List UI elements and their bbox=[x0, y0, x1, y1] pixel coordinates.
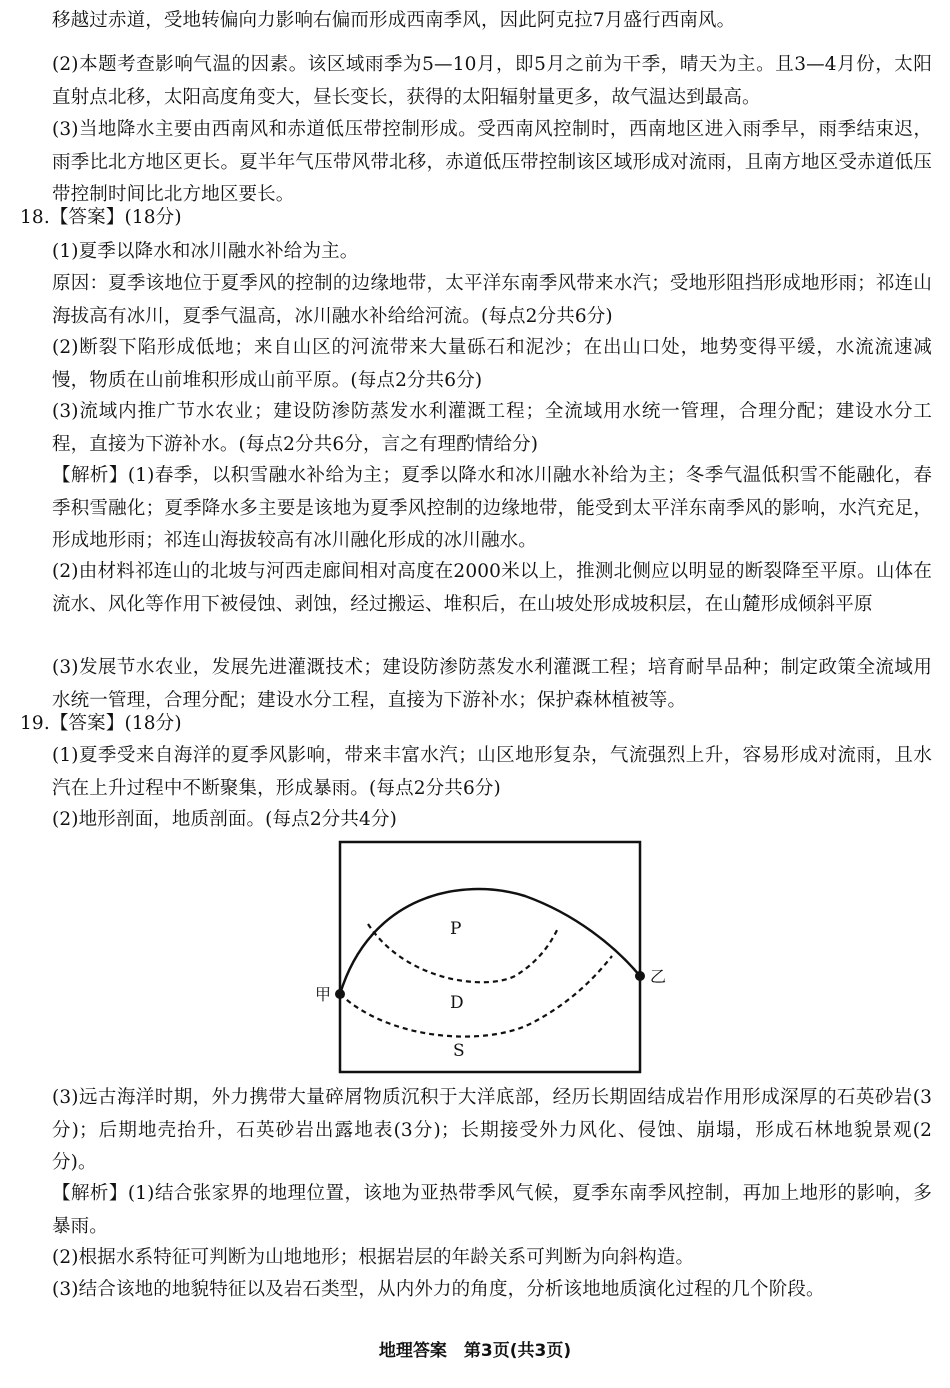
analysis-19-3: (3)结合该地的地貌特征以及岩石类型，从内外力的角度，分析该地地质演化过程的几个阶段。 bbox=[52, 1279, 825, 1300]
terrain-surface-line bbox=[340, 889, 640, 994]
question-19-header: 19.【答案】(18分) bbox=[20, 713, 182, 734]
point-jia-marker bbox=[335, 989, 345, 999]
answer-18-1: (1)夏季以降水和冰川融水补给为主。 bbox=[52, 241, 359, 262]
analysis-18-3: (3)发展节水农业，发展先进灌溉技术；建设防渗防蒸发水利灌溉工程；培育耐旱品种；制定政策全流域用水统一管理，合理分配；建设水分工程，直接为下游补水；保护森林植被等。 bbox=[52, 657, 932, 711]
profile-diagram bbox=[310, 836, 672, 1080]
answer-18-3: (3)流域内推广节水农业；建设防渗防蒸发水利灌溉工程；全流域用水统一管理，合理分配；建设水分工程，直接为下游补水。(每点2分共6分，言之有理酌情给分) bbox=[52, 401, 932, 455]
question-18-header: 18.【答案】(18分) bbox=[20, 207, 182, 228]
analysis-19-1: 【解析】(1)结合张家界的地理位置，该地为亚热带季风气候，夏季东南季风控制，再加上地形的影响，多暴雨。 bbox=[52, 1183, 932, 1237]
answer-19-3: (3)远古海洋时期，外力携带大量碎屑物质沉积于大洋底部，经历长期固结成岩作用形成深厚的石英砂岩(3分)；后期地壳抬升，石英砂岩出露地表(3分)；长期接受外力风化、侵蚀、崩塌，形成石林地貌景观(2分)。 bbox=[52, 1087, 932, 1173]
paragraph-q17-3: (3)当地降水主要由西南风和赤道低压带控制形成。受西南风控制时，西南地区进入雨季早，雨季结束迟，雨季比北方地区更长。夏半年气压带风带北移，赤道低压带控制该区域形成对流雨，且南方地区受赤道低压带控制时间比北方地区要长。 bbox=[52, 119, 932, 205]
lower-strata-boundary bbox=[340, 956, 612, 1037]
analysis-18-1: 【解析】(1)春季，以积雪融水补给为主；夏季以降水和冰川融水补给为主；冬季气温低积雪不能融化，春季积雪融化；夏季降水多主要是该地为夏季风控制的边缘地带，能受到太平洋东南季风的影响，水汽充足，形成地形雨；祁连山海拔较高有冰川融化形成的冰川融水。 bbox=[52, 465, 932, 551]
paragraph-q17-2: (2)本题考查影响气温的因素。该区域雨季为5—10月，即5月之前为干季，晴天为主。且3—4月份，太阳直射点北移，太阳高度角变大，昼长变长，获得的太阳辐射量更多，故气温达到最高。 bbox=[52, 54, 932, 108]
diagram-frame bbox=[340, 842, 640, 1072]
label-yi: 乙 bbox=[650, 967, 667, 986]
layer-label-p: P bbox=[450, 919, 462, 939]
answer-18-2: (2)断裂下陷形成低地；来自山区的河流带来大量砾石和泥沙；在出山口处，地势变得平缓，水流流速减慢，物质在山前堆积形成山前平原。(每点2分共6分) bbox=[52, 337, 932, 391]
upper-strata-boundary bbox=[368, 924, 558, 982]
page-footer: 地理答案 第3页(共3页) bbox=[378, 1341, 572, 1361]
answer-19-2: (2)地形剖面，地质剖面。(每点2分共4分) bbox=[52, 809, 397, 830]
layer-label-d: D bbox=[450, 993, 464, 1013]
point-yi-marker bbox=[635, 971, 645, 981]
geologic-profile-figure bbox=[310, 836, 672, 1080]
layer-label-s: S bbox=[453, 1041, 465, 1061]
paragraph-continuation: 移越过赤道，受地转偏向力影响右偏而形成西南季风，因此阿克拉7月盛行西南风。 bbox=[52, 10, 736, 31]
label-jia: 甲 bbox=[315, 985, 332, 1004]
answer-19-1: (1)夏季受来自海洋的夏季风影响，带来丰富水汽；山区地形复杂，气流强烈上升，容易形成对流雨，且水汽在上升过程中不断聚集，形成暴雨。(每点2分共6分) bbox=[52, 745, 932, 799]
answer-18-reason: 原因：夏季该地位于夏季风的控制的边缘地带，太平洋东南季风带来水汽；受地形阻挡形成地形雨；祁连山海拔高有冰川，夏季气温高，冰川融水补给给河流。(每点2分共6分) bbox=[52, 273, 932, 327]
analysis-19-2: (2)根据水系特征可判断为山地地形；根据岩层的年龄关系可判断为向斜构造。 bbox=[52, 1247, 695, 1268]
analysis-18-2: (2)由材料祁连山的北坡与河西走廊间相对高度在2000米以上，推测北侧应以明显的断裂降至平原。山体在流水、风化等作用下被侵蚀、剥蚀，经过搬运、堆积后，在山坡处形成坡积层，在山麓形成倾斜平原 bbox=[52, 561, 932, 615]
